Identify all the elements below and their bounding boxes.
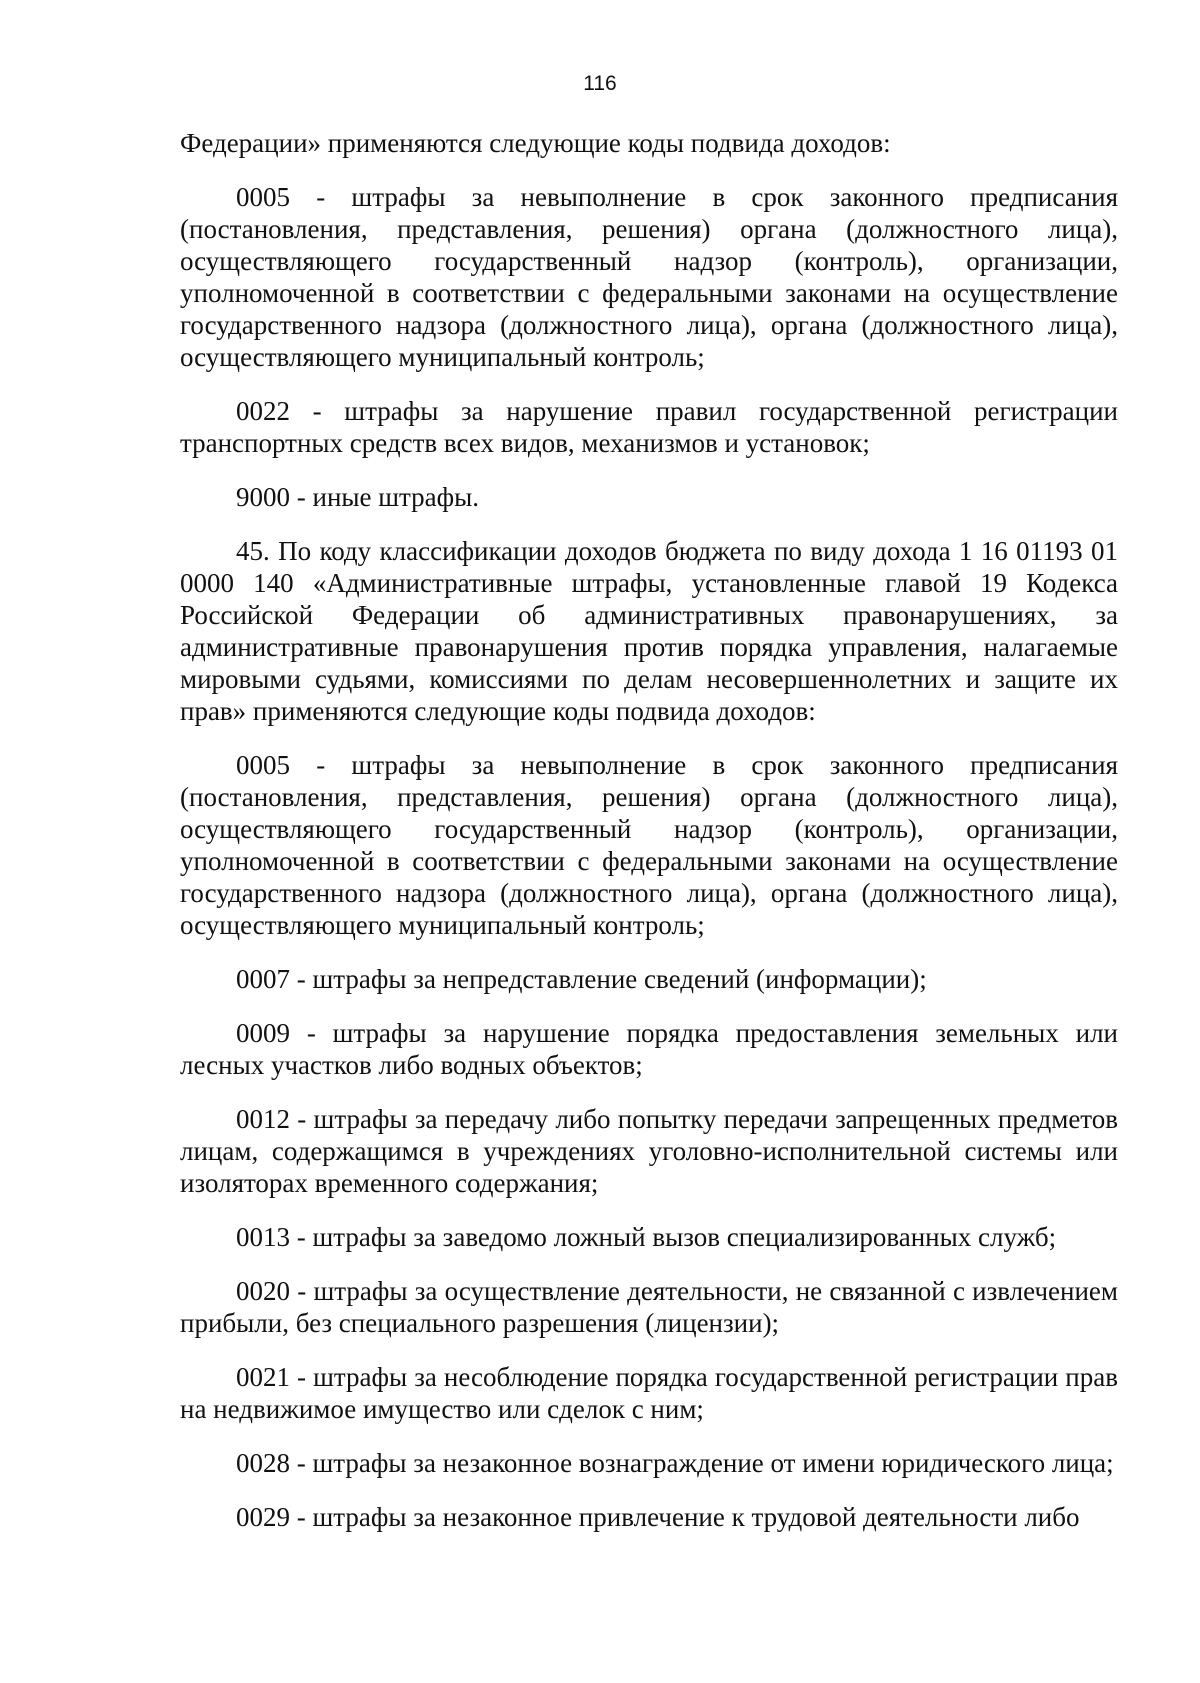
- paragraph: 0005 - штрафы за невыполнение в срок законного предписания (постановления, представления, решения) органа (должностного лица), осуществляющего государственный надзор (контроль), организации, уполномоченной в соответствии с федеральными законами на осуществление государственного надзора (должностного лица), органа (должностного лица), осуществляющего муниципальный контроль;: [180, 182, 1118, 372]
- paragraph: 0029 - штрафы за незаконное привлечение к трудовой деятельности либо: [236, 1502, 1080, 1532]
- paragraph: 0005 - штрафы за невыполнение в срок законного предписания (постановления, представления, решения) органа (должностного лица), осуществляющего государственный надзор (контроль), организации, уполномоченной в соответствии с федеральными законами на осуществление государственного надзора (должностного лица), органа (должностного лица), осуществляющего муниципальный контроль;: [180, 750, 1118, 940]
- paragraph: 0020 - штрафы за осуществление деятельности, не связанной с извлечением прибыли, без специального разрешения (лицензии);: [180, 1276, 1118, 1338]
- paragraph: 0012 - штрафы за передачу либо попытку передачи запрещенных предметов лицам, содержащимся в учреждениях уголовно-исполнительной системы или изоляторах временного содержания;: [180, 1104, 1118, 1198]
- paragraph: 0013 - штрафы за заведомо ложный вызов специализированных служб;: [236, 1222, 1057, 1252]
- page-number: 116: [583, 72, 617, 95]
- paragraph: Федерации» применяются следующие коды подвида доходов:: [180, 128, 891, 158]
- paragraph: 9000 - иные штрафы.: [236, 482, 480, 512]
- paragraph: 0021 - штрафы за несоблюдение порядка государственной регистрации прав на недвижимое имущество или сделок с ним;: [180, 1362, 1118, 1424]
- paragraph: 0022 - штрафы за нарушение правил государственной регистрации транспортных средств всех видов, механизмов и установок;: [180, 396, 1118, 458]
- paragraph: 0028 - штрафы за незаконное вознаграждение от имени юридического лица;: [236, 1448, 1114, 1478]
- paragraph: 0007 - штрафы за непредставление сведений (информации);: [236, 964, 927, 994]
- document-body: [180, 127, 1118, 1555]
- paragraph: 45. По коду классификации доходов бюджета по виду дохода 1 16 01193 01 0000 140 «Административные штрафы, установленные главой 19 Кодекса Российской Федерации об административных правонарушениях, за административные правонарушения против порядка управления, налагаемые мировыми судьями, комиссиями по делам несовершеннолетних и защите их прав» применяются следующие коды подвида доходов:: [180, 536, 1118, 726]
- paragraph: 0009 - штрафы за нарушение порядка предоставления земельных или лесных участков либо водных объектов;: [180, 1018, 1118, 1080]
